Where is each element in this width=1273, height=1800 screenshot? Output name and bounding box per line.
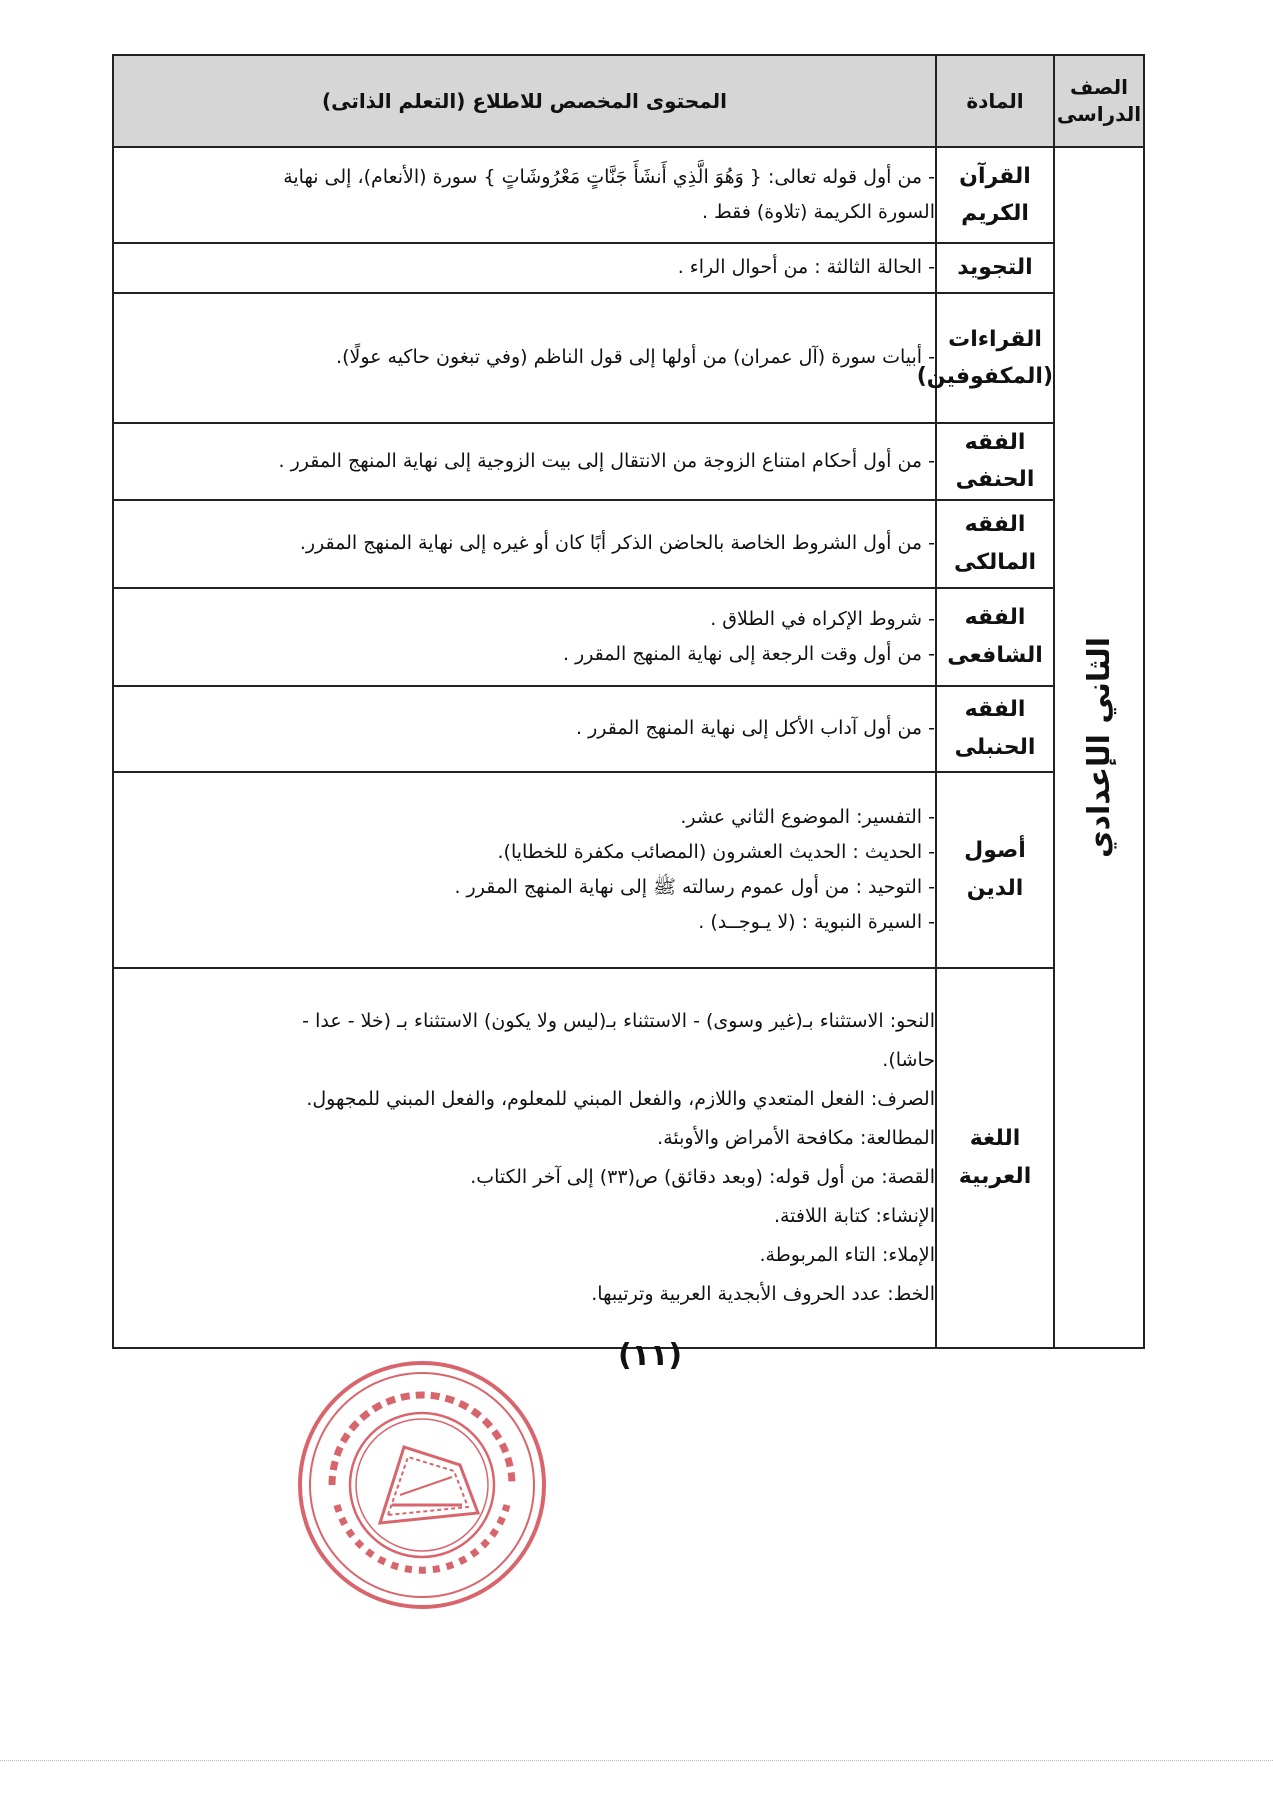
content-line: الخط: عدد الحروف الأبجدية العربية وترتيبها. (591, 1282, 935, 1305)
curriculum-table (112, 54, 1145, 1349)
subject-label: التجويد (936, 243, 1054, 293)
content-line: - من أول الشروط الخاصة بالحاضن الذكر أبًا كان أو غيره إلى نهاية المنهج المقرر. (299, 532, 935, 555)
header-grade: الصف الدراسى (1054, 55, 1144, 147)
content-cell (113, 243, 936, 293)
grade-name: الثاني الإعدادي (1081, 636, 1117, 858)
table-row (113, 968, 1144, 1348)
subject-label: الفقه الحنبلى (936, 686, 1054, 772)
content-cell (113, 500, 936, 588)
content-cell (113, 968, 936, 1348)
content-line: - من أول وقت الرجعة إلى نهاية المنهج المقرر . (562, 642, 935, 665)
content-line: الإملاء: التاء المربوطة. (759, 1243, 935, 1266)
content-cell (113, 147, 936, 243)
content-line: - الحالة الثالثة : من أحوال الراء . (677, 256, 935, 279)
table-row (113, 772, 1144, 968)
header-subject: المادة (936, 55, 1054, 147)
content-line: الصرف: الفعل المتعدي واللازم، والفعل المبني للمعلوم، والفعل المبني للمجهول. (306, 1087, 935, 1110)
header-content: المحتوى المخصص للاطلاع (التعلم الذاتى) (113, 55, 936, 147)
content-cell (113, 293, 936, 423)
subject-label: الفقه الشافعى (936, 588, 1054, 686)
content-line: - الحديث : الحديث العشرون (المصائب مكفرة للخطايا). (497, 840, 935, 863)
content-line: القصة: من أول قوله: (وبعد دقائق) ص(٣٣) إلى آخر الكتاب. (470, 1165, 935, 1188)
official-seal-stamp (292, 1355, 552, 1615)
content-cell (113, 588, 936, 686)
content-cell (113, 686, 936, 772)
table-row (113, 588, 1144, 686)
content-line: النحو: الاستثناء بـ(غير وسوى) - الاستثناء بـ(ليس ولا يكون) الاستثناء بـ (خلا - عدا - (302, 1010, 935, 1033)
table-row (113, 686, 1144, 772)
grade-cell (1054, 147, 1144, 1348)
table-row (113, 500, 1144, 588)
subject-label: الفقه المالكى (936, 500, 1054, 588)
content-line: - من أول آداب الأكل إلى نهاية المنهج المقرر . (576, 717, 935, 740)
content-cell (113, 772, 936, 968)
subject-label: القرآن الكريم (936, 147, 1054, 243)
content-line: - أبيات سورة (آل عمران) من أولها إلى قول الناظم (وفي تبغون حاكيه عولًا). (336, 346, 935, 369)
table-row (113, 293, 1144, 423)
content-cell (113, 423, 936, 500)
table-header-row (113, 55, 1144, 147)
content-line: - من أول أحكام امتناع الزوجة من الانتقال إلى بيت الزوجية إلى نهاية المنهج المقرر . (278, 449, 935, 472)
subject-label: أصول الدين (936, 772, 1054, 968)
content-line: - التوحيد : من أول عموم رسالته ﷺ إلى نهاية المنهج المقرر . (454, 875, 935, 898)
table-row (113, 147, 1144, 243)
content-line: - من أول قوله تعالى: { وَهُوَ الَّذِي أَنشَأَ جَنَّاتٍ مَعْرُوشَاتٍ } سورة (الأنعام)، إلى نهاية (283, 165, 935, 188)
content-line: حاشا). (882, 1048, 935, 1071)
table-row (113, 423, 1144, 500)
content-line: الإنشاء: كتابة اللافتة. (773, 1204, 935, 1227)
page-number: (١١) (617, 1338, 683, 1373)
content-line: السورة الكريمة (تلاوة) فقط . (702, 201, 935, 223)
table-row (113, 243, 1144, 293)
subject-label: اللغة العربية (936, 968, 1054, 1348)
subject-label: القراءات (المكفوفين) (936, 293, 1054, 423)
content-line: - شروط الإكراه في الطلاق . (710, 607, 935, 630)
content-line: - السيرة النبوية : (لا يـوجــد) . (698, 910, 935, 933)
subject-label: الفقه الحنفى (936, 423, 1054, 500)
content-line: المطالعة: مكافحة الأمراض والأوبئة. (657, 1126, 935, 1149)
content-line: - التفسير: الموضوع الثاني عشر. (680, 805, 935, 828)
scan-edge-line (0, 1760, 1273, 1763)
